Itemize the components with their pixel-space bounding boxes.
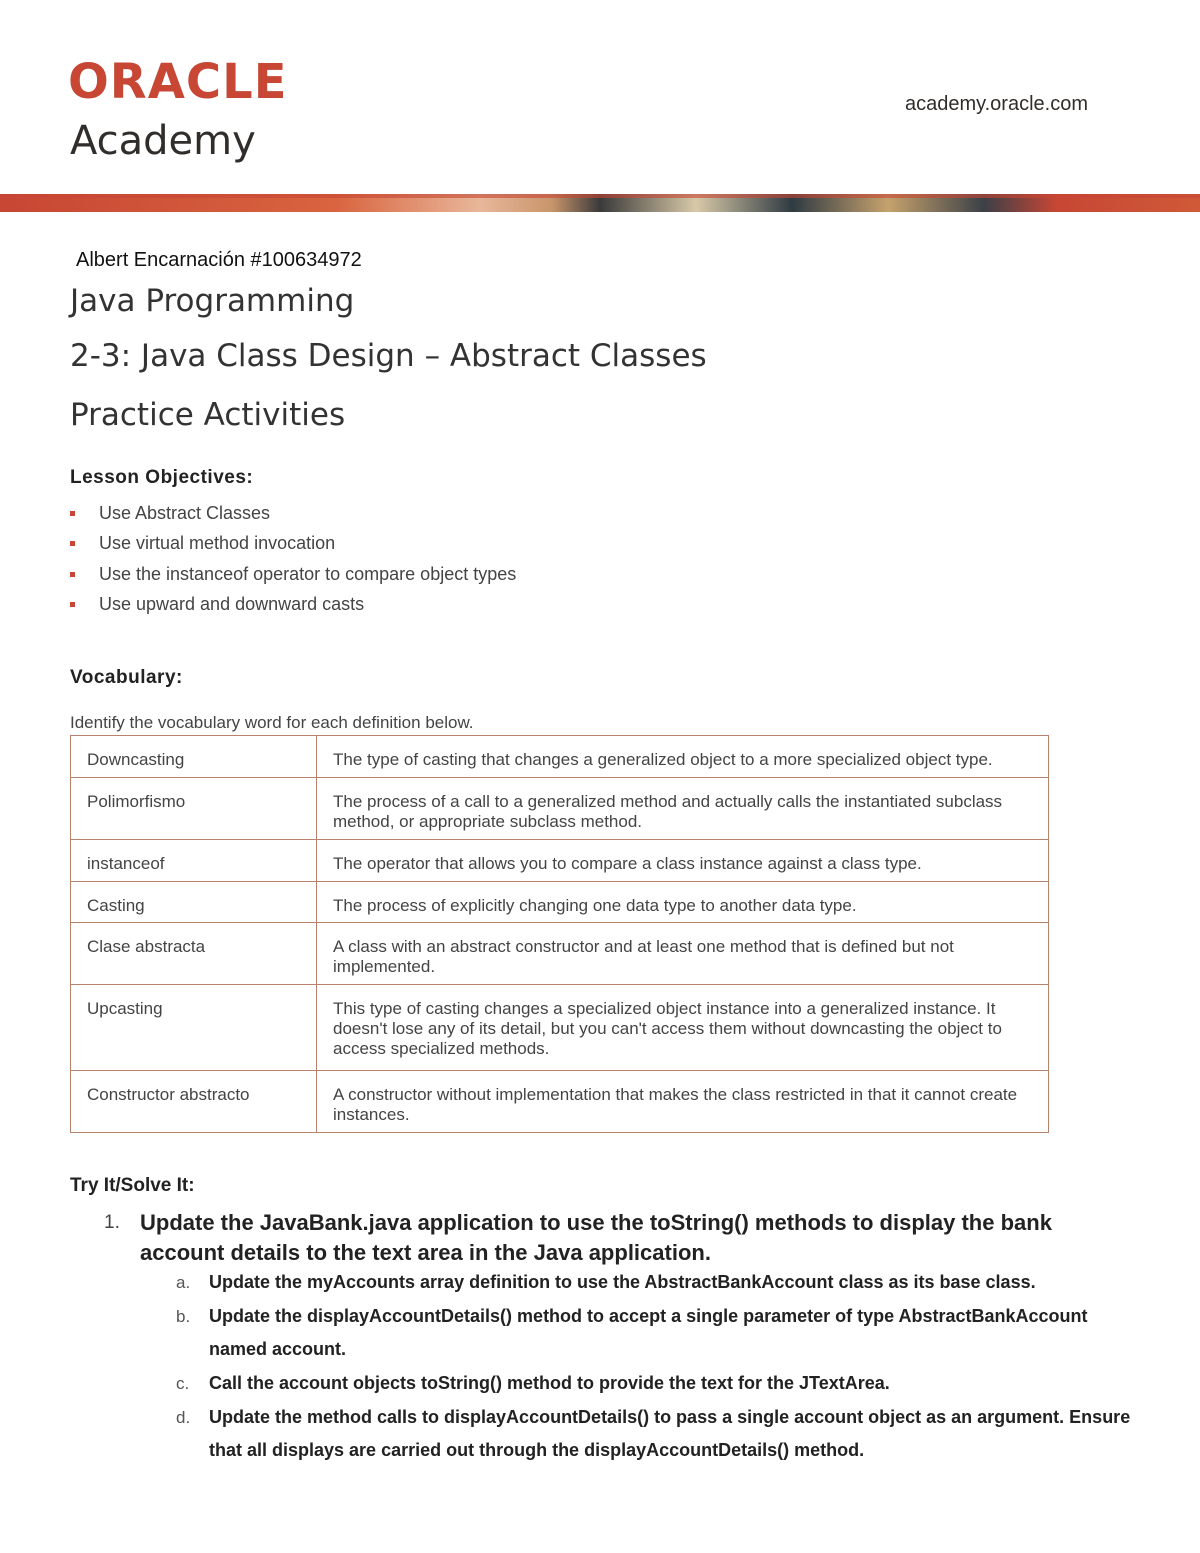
list-item	[70, 590, 516, 621]
site-url: academy.oracle.com	[904, 93, 1088, 115]
vocabulary-table	[70, 735, 1049, 1133]
list-item	[70, 559, 516, 590]
oracle-logo: ORACLE	[68, 54, 288, 110]
objectives-heading: Lesson Objectives:	[70, 467, 254, 488]
vocabulary-heading: Vocabulary:	[70, 667, 183, 688]
section-title: Practice Activities	[70, 397, 346, 433]
subtask-text: Update the displayAccountDetails() method to accept a single parameter of type AbstractBankAccount named account.	[209, 1306, 1088, 1359]
objective-text: Use virtual method invocation	[99, 533, 336, 554]
subtask-text: Call the account objects toString() method to provide the text for the JTextArea.	[209, 1373, 890, 1393]
table-row	[71, 923, 1049, 985]
vocab-word: Polimorfismo	[71, 778, 317, 840]
table-row	[71, 736, 1049, 778]
vocab-word: Constructor abstracto	[71, 1071, 317, 1133]
objective-text: Use upward and downward casts	[99, 594, 365, 615]
subtask-letter: c.	[176, 1374, 190, 1393]
subtask-letter: b.	[176, 1307, 191, 1326]
subtask-letter: d.	[176, 1408, 191, 1427]
subtask-item	[176, 1401, 1136, 1467]
vocab-definition: This type of casting changes a specialized object instance into a generalized instance. It doesn't lose any of its detail, but you can't access them without downcasting the object to access specialized methods.	[317, 985, 1049, 1071]
table-row	[71, 1071, 1049, 1133]
subtask-list	[176, 1266, 1136, 1468]
subtask-text: Update the myAccounts array definition to use the AbstractBankAccount class as its base class.	[209, 1272, 1036, 1292]
bullet-icon	[70, 602, 75, 607]
objective-text: Use the instanceof operator to compare object types	[99, 563, 517, 584]
bullet-icon	[70, 511, 75, 516]
bullet-icon	[70, 572, 75, 577]
subtask-text: Update the method calls to displayAccountDetails() to pass a single account object as an argument. Ensure that all displays are carried out through the displayAccountDetails() method.	[209, 1407, 1131, 1460]
objectives-list	[70, 498, 516, 620]
table-row	[71, 840, 1049, 882]
vocab-word: Casting	[71, 882, 317, 923]
list-item	[70, 498, 516, 529]
table-row	[71, 985, 1049, 1071]
vocab-definition: A constructor without implementation that makes the class restricted in that it cannot create instances.	[317, 1071, 1049, 1133]
objective-text: Use Abstract Classes	[99, 502, 271, 523]
vocab-definition: The process of a call to a generalized method and actually calls the instantiated subclass method, or appropriate subclass method.	[317, 778, 1049, 840]
vocab-definition: The type of casting that changes a generalized object to a more specialized object type.	[317, 736, 1049, 778]
lesson-title: 2-3: Java Class Design – Abstract Classes	[70, 338, 707, 374]
vocab-definition: A class with an abstract constructor and at least one method that is defined but not implemented.	[317, 923, 1049, 985]
subtask-item	[176, 1266, 1136, 1299]
task-text: Update the JavaBank.java application to use the toString() methods to display the bank account details to the text area in the Java application.	[140, 1210, 1052, 1265]
list-item	[70, 529, 516, 560]
subtask-item	[176, 1367, 1136, 1400]
bullet-icon	[70, 541, 75, 546]
try-it-heading: Try It/Solve It:	[70, 1175, 195, 1196]
vocab-word: Clase abstracta	[71, 923, 317, 985]
course-title: Java Programming	[70, 283, 355, 319]
vocab-definition: The operator that allows you to compare a class instance against a class type.	[317, 840, 1049, 882]
subtask-item	[176, 1300, 1136, 1366]
academy-wordmark: Academy	[70, 118, 256, 164]
table-row	[71, 778, 1049, 840]
author-name: Albert Encarnación #100634972	[76, 249, 362, 271]
table-row	[71, 882, 1049, 923]
subtask-letter: a.	[176, 1273, 191, 1292]
banner-accent	[0, 194, 1200, 198]
task-number: 1.	[104, 1212, 120, 1233]
vocab-word: Upcasting	[71, 985, 317, 1071]
vocabulary-intro: Identify the vocabulary word for each definition below.	[70, 713, 474, 732]
vocab-definition: The process of explicitly changing one data type to another data type.	[317, 882, 1049, 923]
vocab-word: instanceof	[71, 840, 317, 882]
vocab-word: Downcasting	[71, 736, 317, 778]
